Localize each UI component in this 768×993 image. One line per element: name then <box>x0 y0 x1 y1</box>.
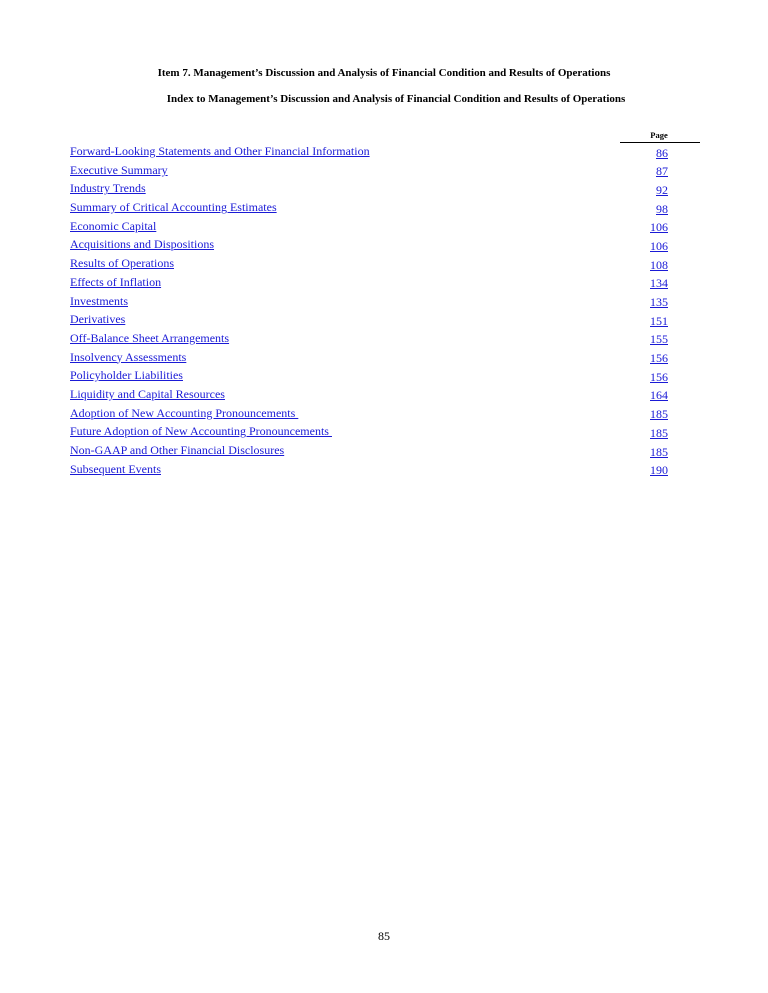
index-subtitle: Index to Management’s Discussion and Analysis of Financial Condition and Results of Operations <box>166 93 626 105</box>
toc-link[interactable]: Derivatives <box>70 312 126 327</box>
toc-row <box>0 218 768 237</box>
toc-page-number[interactable]: 86 <box>656 145 668 160</box>
toc-link[interactable]: Investments <box>70 293 128 308</box>
toc-page-number[interactable]: 164 <box>650 388 668 403</box>
toc-link[interactable]: Executive Summary <box>70 162 168 177</box>
toc-page-number[interactable]: 108 <box>650 257 668 272</box>
toc-page-number[interactable]: 87 <box>656 164 668 179</box>
toc-page-number[interactable]: 134 <box>650 276 668 291</box>
table-of-contents <box>0 143 768 479</box>
toc-link[interactable]: Forward-Looking Statements and Other Financial Information <box>70 144 370 158</box>
page-column-header: Page <box>650 130 668 140</box>
toc-page-number[interactable]: 185 <box>650 407 668 422</box>
toc-row <box>0 330 768 349</box>
toc-link[interactable]: Liquidity and Capital Resources <box>70 386 225 401</box>
toc-row <box>0 311 768 330</box>
toc-page-number[interactable]: 185 <box>650 425 668 440</box>
toc-row <box>0 274 768 293</box>
toc-page-number[interactable]: 151 <box>650 313 668 328</box>
toc-row <box>0 255 768 274</box>
toc-link[interactable]: Non-GAAP and Other Financial Disclosures <box>70 443 285 457</box>
toc-row <box>0 199 768 218</box>
toc-row <box>0 442 768 461</box>
toc-page-number[interactable]: 106 <box>650 220 668 235</box>
toc-link[interactable]: Insolvency Assessments <box>70 349 187 364</box>
toc-page-number[interactable]: 106 <box>650 238 668 253</box>
toc-link[interactable]: Off-Balance Sheet Arrangements <box>70 330 230 345</box>
toc-link[interactable]: Summary of Critical Accounting Estimates <box>70 200 277 215</box>
toc-row <box>0 143 768 162</box>
toc-page-number[interactable]: 156 <box>650 369 668 384</box>
toc-row <box>0 180 768 199</box>
toc-row <box>0 461 768 480</box>
page-number: 85 <box>378 929 390 943</box>
toc-link[interactable]: Future Adoption of New Accounting Pronouncements <box>70 424 332 439</box>
toc-link[interactable]: Economic Capital <box>70 218 157 233</box>
page-title: Item 7. Management’s Discussion and Analysis of Financial Condition and Results of Operations <box>157 67 611 79</box>
toc-page-number[interactable]: 156 <box>650 351 668 366</box>
toc-page-number[interactable]: 92 <box>656 182 668 197</box>
toc-link[interactable]: Policyholder Liabilities <box>70 368 183 383</box>
toc-link[interactable]: Acquisitions and Dispositions <box>70 237 215 252</box>
toc-link[interactable]: Subsequent Events <box>70 461 161 476</box>
toc-page-number[interactable]: 190 <box>650 463 668 478</box>
toc-page-number[interactable]: 135 <box>650 295 668 309</box>
page-number-footer <box>0 928 768 944</box>
toc-link[interactable]: Adoption of New Accounting Pronouncements <box>70 405 299 420</box>
toc-page-number[interactable]: 155 <box>650 332 668 347</box>
toc-row <box>0 386 768 405</box>
toc-link[interactable]: Effects of Inflation <box>70 274 162 289</box>
toc-row <box>0 423 768 442</box>
toc-link[interactable]: Industry Trends <box>70 181 146 196</box>
toc-row <box>0 367 768 386</box>
toc-row <box>0 349 768 368</box>
toc-row <box>0 236 768 255</box>
toc-row <box>0 293 768 312</box>
toc-row <box>0 405 768 424</box>
toc-row <box>0 162 768 181</box>
toc-link[interactable]: Results of Operations <box>70 256 174 271</box>
toc-page-number[interactable]: 98 <box>656 201 668 216</box>
toc-page-number[interactable]: 185 <box>650 444 668 459</box>
